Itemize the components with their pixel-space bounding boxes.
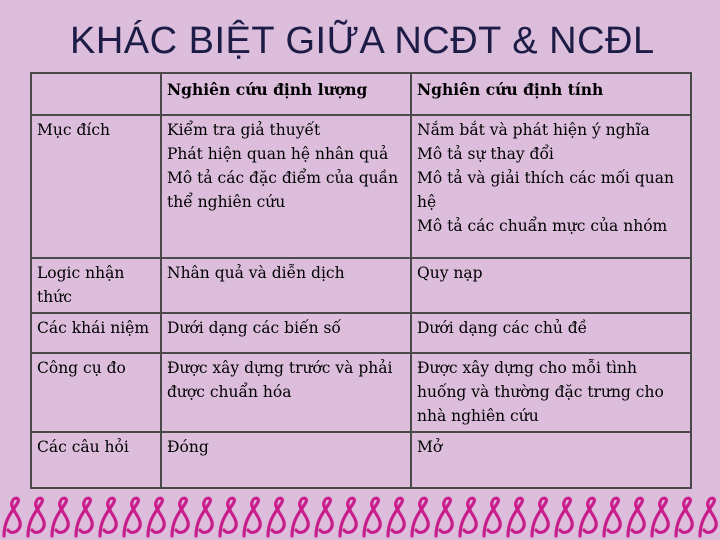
- cell-line: Đóng: [167, 438, 209, 456]
- table-row: [31, 432, 691, 488]
- quantitative-cell: [161, 313, 411, 353]
- cell-text: Được xây dựng trước và phải được chuẩn hóa: [167, 359, 393, 401]
- table-row: [31, 353, 691, 432]
- quantitative-cell: [161, 432, 411, 488]
- cell-line: Mở: [417, 438, 443, 456]
- comparison-table: [30, 72, 692, 489]
- cell-text: Được xây dựng cho mỗi tình huống và thường đặc trưng cho nhà nghiên cứu: [417, 359, 664, 425]
- qualitative-cell: [411, 258, 691, 313]
- cell-line: Mô tả các đặc điểm của quần thể nghiên cứu: [167, 169, 399, 211]
- cell-line: Mô tả và giải thích các mối quan hệ: [417, 169, 674, 211]
- qualitative-cell: [411, 313, 691, 353]
- row-label: Logic nhận thức: [31, 258, 161, 313]
- cell-line: Dưới dạng các chủ đề: [417, 319, 588, 337]
- table-row: [31, 258, 691, 313]
- qualitative-cell: [411, 115, 691, 258]
- cell-line: Kiểm tra giả thuyết: [167, 121, 321, 139]
- quantitative-cell: [161, 258, 411, 313]
- border-pattern-graphic: [0, 496, 720, 540]
- slide-title: KHÁC BIỆT GIỮA NCĐT & NCĐL: [70, 20, 655, 62]
- table-row: [31, 313, 691, 353]
- cell-line: Nắm bắt và phát hiện ý nghĩa: [417, 121, 650, 139]
- cell-line: Mô tả sự thay đổi: [417, 145, 554, 163]
- cell-line: Nhân quả và diễn dịch: [167, 264, 345, 282]
- qualitative-cell: [411, 432, 691, 488]
- row-label: Công cụ đo: [31, 353, 161, 432]
- row-label: Các câu hỏi: [31, 432, 161, 488]
- header-cell-empty: [31, 73, 161, 115]
- table-row: [31, 115, 691, 258]
- cell-line: Quy nạp: [417, 264, 483, 282]
- decorative-border-pattern: [0, 496, 720, 540]
- cell-line: Mô tả các chuẩn mực của nhóm: [417, 217, 668, 235]
- table-header-row: [31, 73, 691, 115]
- header-cell-qualitative: Nghiên cứu định tính: [411, 73, 691, 115]
- cell-line: Phát hiện quan hệ nhân quả: [167, 145, 389, 163]
- quantitative-cell: [161, 115, 411, 258]
- row-label: Các khái niệm: [31, 313, 161, 353]
- quantitative-cell: [161, 353, 411, 432]
- cell-line: Dưới dạng các biến số: [167, 319, 341, 337]
- header-cell-quantitative: Nghiên cứu định lượng: [161, 73, 411, 115]
- qualitative-cell: [411, 353, 691, 432]
- row-label: Mục đích: [31, 115, 161, 258]
